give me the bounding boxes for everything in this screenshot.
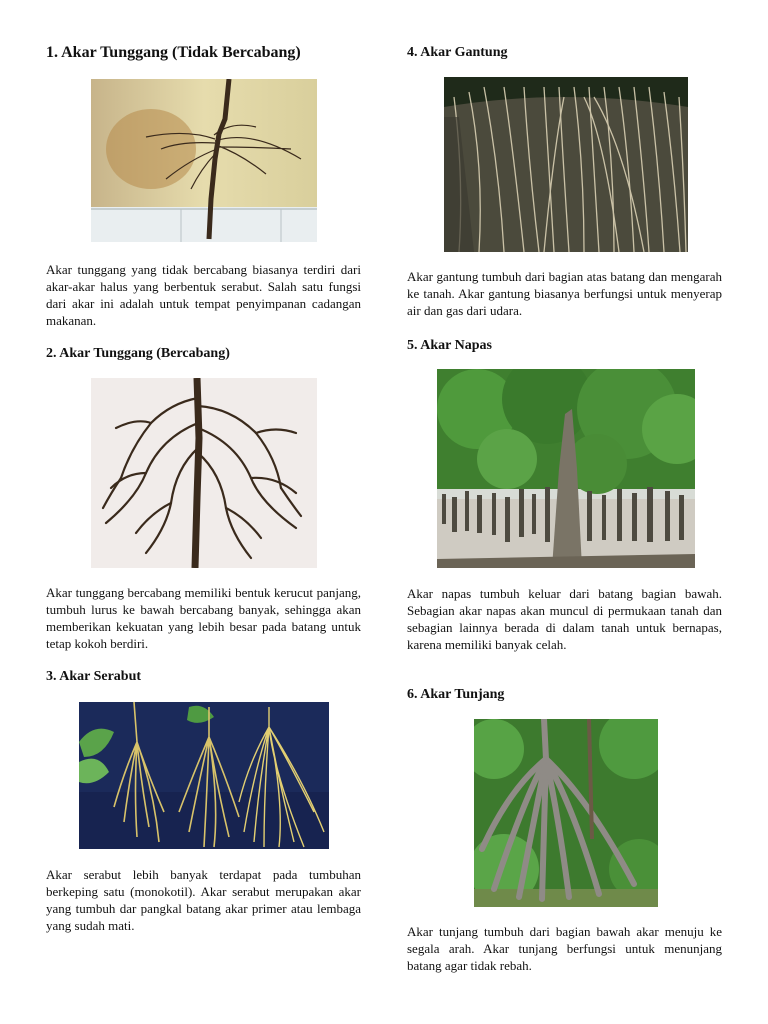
section-3-heading: 3. Akar Serabut [46, 669, 142, 684]
hanging-roots-photo [444, 77, 688, 252]
section-2-heading: 2. Akar Tunggang (Bercabang) [46, 346, 230, 361]
section-1-heading: 1. Akar Tunggang (Tidak Bercabang) [46, 44, 301, 61]
taproot-unbranched-photo [91, 79, 317, 242]
section-6-text: Akar tunjang tumbuh dari bagian bawah akar menuju ke segala arah. Akar tunjang berfungsi untuk menunjang batang agar tidak rebah. [407, 924, 722, 973]
fibrous-roots-photo [79, 702, 329, 849]
section-4-text: Akar gantung tumbuh dari bagian atas batang dan mengarah ke tanah. Akar gantung biasanya berfungsi untuk menyerap air dan gas dari udara. [407, 269, 722, 318]
prop-roots-photo [474, 719, 658, 907]
section-5-text: Akar napas tumbuh keluar dari batang bagian bawah. Sebagian akar napas akan muncul di permukaan tanah dan sebagian lainnya berada di dalam tanah untuk bernapas, karena memiliki banyak celah. [407, 586, 722, 652]
section-4-heading: 4. Akar Gantung [407, 45, 508, 60]
section-5-heading: 5. Akar Napas [407, 338, 492, 353]
section-1-text: Akar tunggang yang tidak bercabang biasanya terdiri dari akar-akar halus yang berbentuk serabut. Salah satu fungsi dari akar ini adalah untuk tempat penyimpanan cadangan makanan. [46, 262, 361, 328]
section-6-heading: 6. Akar Tunjang [407, 687, 505, 702]
taproot-branched-drawing [91, 378, 317, 568]
breathing-roots-photo [437, 369, 695, 568]
section-3-text: Akar serabut lebih banyak terdapat pada tumbuhan berkeping satu (monokotil). Akar serabut merupakan akar yang tumbuh dar pangkal batang akar primer atau lembaga yang sudah mati. [46, 867, 361, 933]
section-2-text: Akar tunggang bercabang memiliki bentuk kerucut panjang, tumbuh lurus ke bawah bercabang banyak, sehingga akan memberikan kekuatan yang lebih besar pada batang untuk tetap kokoh berdiri. [46, 585, 361, 651]
